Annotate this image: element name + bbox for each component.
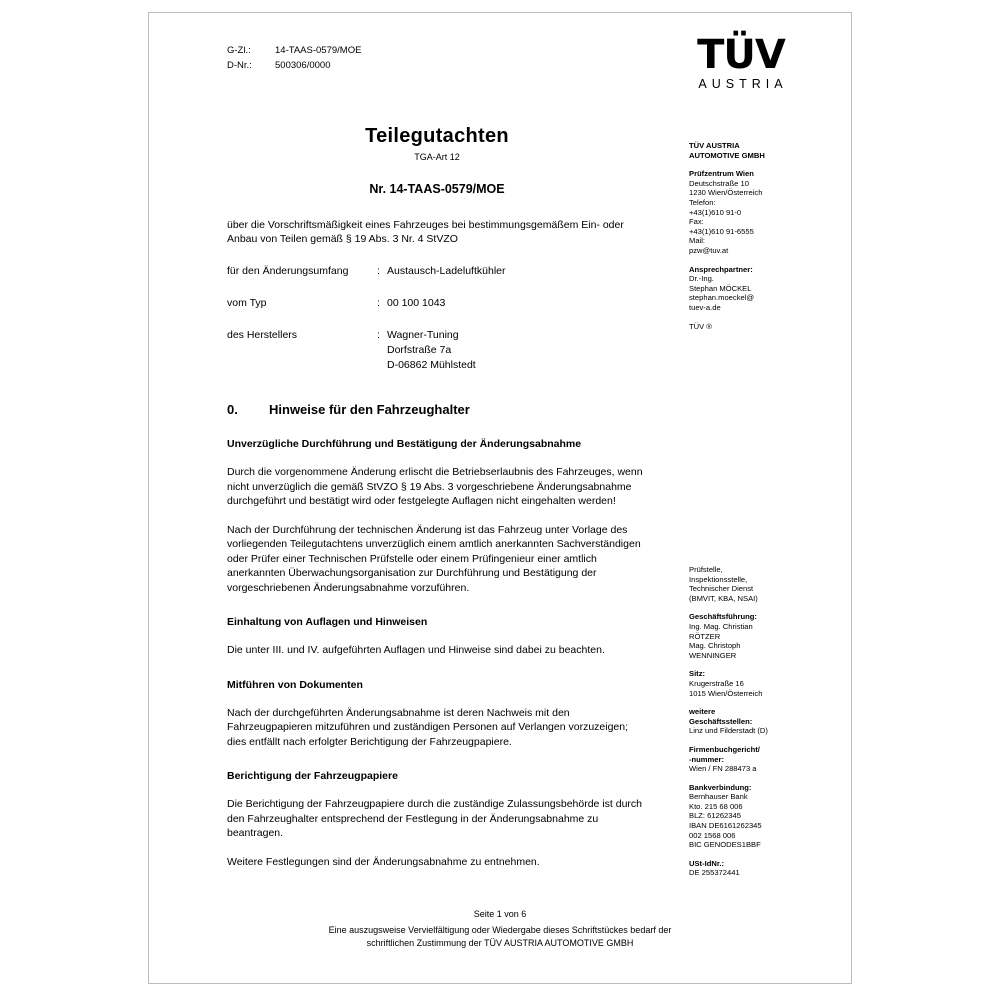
paragraph: Die Berichtigung der Fahrzeugpapiere durch die zuständige Zulassungsbehörde ist durch den Fahrzeughalter entsprechend der Festlegung in der Änderungsabnahme zu beantragen. <box>227 798 643 839</box>
field-typ <box>227 296 647 310</box>
register-title-1: Firmenbuchgericht/ <box>689 744 760 754</box>
tuv-registered-mark: TÜV ® <box>689 321 712 331</box>
phone-label: Telefon: <box>689 197 716 207</box>
mail-value[interactable]: pzw@tuv.at <box>689 245 729 255</box>
field-label: des Herstellers <box>227 329 298 341</box>
field-value-line: 00 100 1043 <box>387 297 446 309</box>
vat-title: USt-IdNr.: <box>689 858 725 868</box>
paragraph: Durch die vorgenommene Änderung erlischt die Betriebserlaubnis des Fahrzeuges, wenn nicht unverzüglich die gemäß StVZO § 19 Abs. 3 vorgeschriebene Änderungsabnahme durchgeführt und bestätigt wird oder festgelegte Auflagen nicht eingehalten werden! <box>227 466 643 507</box>
contact-line-3[interactable]: stephan.moeckel@ <box>689 293 755 303</box>
paragraph: Nach der Durchführung der technischen Änderung ist das Fahrzeug unter Vorlage des vorliegenden Teilegutachtens unverzüglich einem amtlich anerkannten Sachverständigen oder Prüfer einer Technischen Prüfstelle oder einem Prüfingenieur einer amtlich anerkannten Überwachungsorganisation zur Durchführung und Bestätigung der vorgeschriebenen Änderungsabnahme vorzuführen. <box>227 523 641 594</box>
identifier-row <box>227 43 361 58</box>
company-line-2: AUTOMOTIVE GMBH <box>689 150 765 160</box>
company-line-1: TÜV AUSTRIA <box>689 141 740 150</box>
pruefstelle-line: (BMVIT, KBA, NSAI) <box>689 593 758 603</box>
pruefstelle-line: Prüfstelle, <box>689 565 723 574</box>
field-label: vom Typ <box>227 297 267 309</box>
identifier-row <box>227 58 361 73</box>
field-value <box>387 296 647 310</box>
subsection-heading: Mitführen von Dokumenten <box>227 678 363 691</box>
register-line: Wien / FN 288473 a <box>689 764 757 774</box>
field-hersteller <box>227 328 647 372</box>
document-intro: über die Vorschriftsmäßigkeit eines Fahrzeuges bei bestimmungsgemäßem Ein- oder Anbau von Teilen gemäß § 19 Abs. 3 Nr. 4 StVZO <box>227 219 624 245</box>
tuv-austria-logo <box>676 32 806 91</box>
field-value-line: D-06862 Mühlstedt <box>387 359 476 371</box>
paragraph: Weitere Festlegungen sind der Änderungsabnahme zu entnehmen. <box>227 855 540 868</box>
mail-label: Mail: <box>689 236 706 246</box>
document-page <box>148 12 852 984</box>
contact-line-4[interactable]: tuev-a.de <box>689 302 721 312</box>
field-separator: : <box>377 329 380 341</box>
subsection-heading: Unverzügliche Durchführung und Bestätigung der Änderungsabnahme <box>227 438 582 450</box>
paragraph: Die unter III. und IV. aufgeführten Auflagen und Hinweise sind dabei zu beachten. <box>227 644 605 656</box>
contact-line-1: Dr.-Ing. <box>689 274 714 284</box>
management-block <box>689 612 817 660</box>
section-heading <box>227 402 647 417</box>
management-title: Geschäftsführung: <box>689 612 757 622</box>
vat-block <box>689 859 817 878</box>
pruefstelle-line: Technischer Dienst <box>689 584 754 594</box>
pruefstelle-line: Inspektionsstelle, <box>689 574 748 584</box>
field-value-line: Dorfstraße 7a <box>387 344 452 356</box>
bank-line: BIC GENODES1BBF <box>689 840 761 850</box>
branches-line: Linz und Filderstadt (D) <box>689 726 768 736</box>
branches-title-1: weitere <box>689 707 716 717</box>
document-subtitle: TGA-Art 12 <box>414 152 460 162</box>
branches-block <box>689 707 817 736</box>
subsection-heading: Einhaltung von Auflagen und Hinweisen <box>227 616 428 628</box>
address-line-2: 1230 Wien/Österreich <box>689 188 763 198</box>
bank-line: BLZ: 61262345 <box>689 811 741 821</box>
dnr-value: 500306/0000 <box>275 60 331 71</box>
bank-line: 002 1568 006 <box>689 830 736 840</box>
branches-title-2: Geschäftsstellen: <box>689 716 753 726</box>
page-title: Teilegutachten <box>365 125 509 147</box>
gzl-value: 14-TAAS-0579/MOE <box>275 45 362 56</box>
austria-wordmark: AUSTRIA <box>698 77 788 91</box>
gzl-label: G-Zl.: <box>227 45 251 56</box>
field-value-line: Wagner-Tuning <box>387 329 459 341</box>
management-line: Mag. Christoph <box>689 641 741 651</box>
bank-line: Kto. 215 68 006 <box>689 801 743 811</box>
field-aenderungsumfang <box>227 264 647 278</box>
section-title: Hinweise für den Fahrzeughalter <box>269 402 470 417</box>
commercial-register-block <box>689 745 817 774</box>
bank-block <box>689 783 817 850</box>
seat-block <box>689 669 817 698</box>
footer-note-line-1: Eine auszugsweise Vervielfältigung oder Wiedergabe dieses Schriftstückes bedarf der <box>328 925 672 935</box>
fax-value: +43(1)610 91-6555 <box>689 226 754 236</box>
document-number: Nr. 14-TAAS-0579/MOE <box>369 182 505 196</box>
tuv-wordmark: TÜV <box>697 32 785 78</box>
management-line: RÖTZER <box>689 631 721 641</box>
section-number: 0. <box>227 402 238 417</box>
document-body <box>227 125 647 869</box>
document-identifiers <box>227 43 361 73</box>
contact-title: Ansprechpartner: <box>689 264 753 274</box>
field-value <box>387 264 647 278</box>
vat-line: DE 255372441 <box>689 868 740 878</box>
field-value <box>387 328 647 372</box>
test-center-title: Prüfzentrum Wien <box>689 169 754 179</box>
address-line-1: Deutschstraße 10 <box>689 178 749 188</box>
pruefstelle-block <box>689 565 817 603</box>
field-separator: : <box>377 297 380 309</box>
sidebar-company-info <box>689 141 809 340</box>
seat-line: 1015 Wien/Österreich <box>689 688 763 698</box>
bank-title: Bankverbindung: <box>689 782 752 792</box>
test-center-block <box>689 169 809 255</box>
field-value-line: Austausch-Ladeluftkühler <box>387 265 506 277</box>
seat-title: Sitz: <box>689 669 706 679</box>
register-title-2: -nummer: <box>689 754 725 764</box>
paragraph: Nach der durchgeführten Änderungsabnahme ist deren Nachweis mit den Fahrzeugpapieren mitzuführen und zuständigen Personen auf Verlangen vorzuzeigen; dies entfällt nach erfolgter Berichtigung der Fahrzeugpapiere. <box>227 706 629 748</box>
management-line: Ing. Mag. Christian <box>689 621 753 631</box>
contact-block <box>689 265 809 313</box>
subsection-heading: Berichtigung der Fahrzeugpapiere <box>227 770 398 782</box>
field-label: für den Änderungsumfang <box>227 265 349 277</box>
page-footer <box>149 908 851 950</box>
field-separator: : <box>377 265 380 277</box>
phone-value: +43(1)610 91-0 <box>689 207 742 217</box>
bank-line: Bernhauser Bank <box>689 792 748 802</box>
seat-line: Krugerstraße 16 <box>689 678 744 688</box>
fax-label: Fax: <box>689 217 704 227</box>
sidebar-legal-info <box>689 565 817 887</box>
footer-note-line-2: schriftlichen Zustimmung der TÜV AUSTRIA AUTOMOTIVE GMBH <box>366 937 634 948</box>
bank-line: IBAN DE6161262345 <box>689 821 762 831</box>
page-number: Seite 1 von 6 <box>473 908 527 919</box>
contact-line-2: Stephan MÖCKEL <box>689 283 752 293</box>
dnr-label: D-Nr.: <box>227 60 252 71</box>
company-name <box>689 141 809 160</box>
management-line: WENNINGER <box>689 650 737 660</box>
